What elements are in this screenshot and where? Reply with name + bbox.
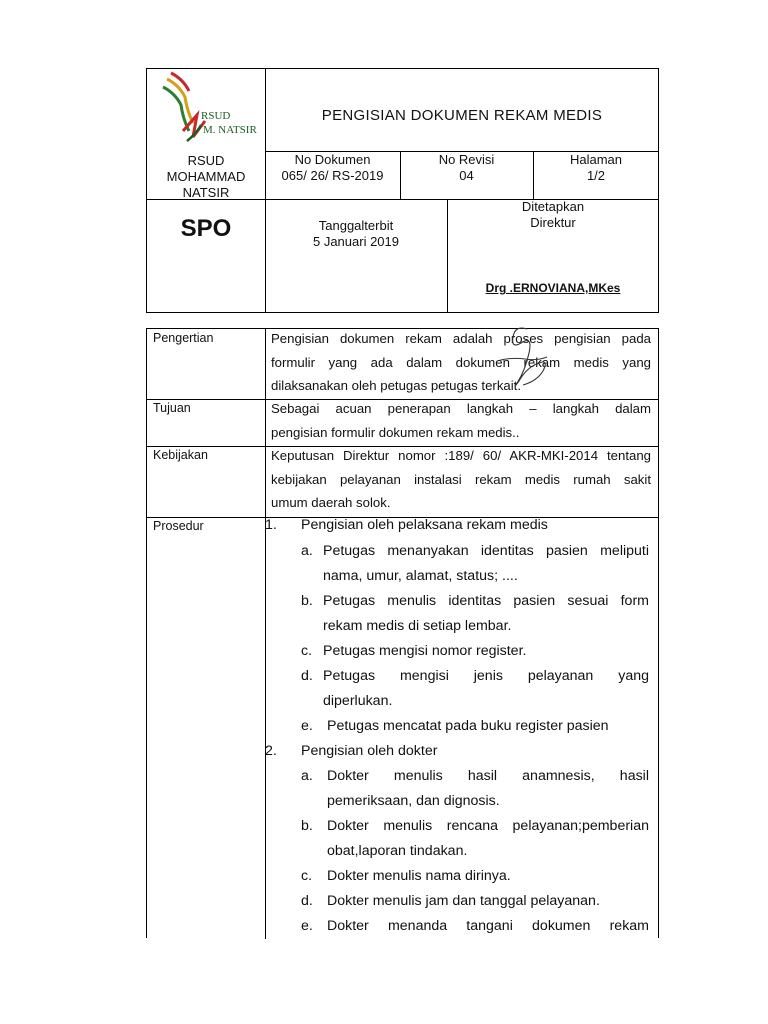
- item-line: Dokter menanda tangani dokumen rekam: [327, 918, 649, 934]
- pengertian-label: Pengertian: [153, 331, 214, 345]
- signatory-name: Drg .ERNOVIANA,MKes: [485, 281, 621, 295]
- signature-scribble: [477, 323, 557, 393]
- item-line: Dokter menulis jam dan tanggal pelayanan.: [327, 893, 600, 909]
- step-1-text: Pengisian oleh pelaksana rekam medis: [301, 517, 548, 533]
- item-letter: e.: [301, 918, 313, 934]
- step-1-item-b-cont: [323, 618, 511, 634]
- logo-text-natsir: M. NATSIR: [203, 124, 257, 136]
- step-2-text: Pengisian oleh dokter: [301, 743, 438, 759]
- halaman-label: Halaman: [569, 152, 623, 167]
- step-1-item-d-cont: [323, 693, 392, 709]
- item-line: Petugas menulis identitas pasien sesuai form: [323, 593, 649, 609]
- direktur-label: Direktur: [530, 215, 576, 230]
- no-revisi-label: No Revisi: [438, 152, 495, 167]
- no-revisi-value: 04: [459, 168, 474, 183]
- step-2-item-b-cont: [327, 843, 467, 859]
- step-1-item-a-cont: [323, 568, 518, 584]
- spo-label: SPO: [180, 215, 232, 242]
- tujuan-line-2: pengisian formulir dokumen rekam medis..: [271, 424, 520, 440]
- item-line: Dokter menulis rencana pelayanan;pemberian: [327, 818, 649, 834]
- tanggal-terbit-cell: [265, 218, 447, 250]
- item-line: Petugas mencatat pada buku register pasien: [327, 718, 609, 734]
- tanggal-terbit-label: Tanggalterbit: [318, 218, 394, 233]
- item-line: pemeriksaan, dan dignosis.: [327, 793, 500, 809]
- item-line: Dokter menulis hasil anamnesis, hasil: [327, 768, 649, 784]
- no-revisi-cell: [400, 152, 533, 184]
- item-line: Petugas mengisi nomor register.: [323, 643, 527, 659]
- no-dokumen-value: 065/ 26/ RS-2019: [281, 168, 384, 183]
- pengertian-line-2: formulir yang ada dalam dokumen rekam medis yang: [271, 354, 651, 370]
- item-line: Dokter menulis nama dirinya.: [327, 868, 511, 884]
- item-letter: c.: [301, 643, 313, 659]
- item-line: rekam medis di setiap lembar.: [323, 618, 512, 634]
- tujuan-text: [271, 397, 651, 444]
- step-2-item-a-cont: [327, 793, 500, 809]
- item-line: Petugas menanyakan identitas pasien meliputi: [323, 543, 649, 559]
- no-dokumen-label: No Dokumen: [294, 152, 371, 167]
- kebijakan-line-2: kebijakan pelayanan instalasi rekam medis rumah sakit: [271, 471, 651, 487]
- item-letter: b.: [301, 593, 313, 609]
- pengertian-line-1: Pengisian dokumen rekam adalah proses pengisian pada: [271, 331, 651, 346]
- org-line-2: MOHAMMAD: [166, 169, 246, 184]
- step-1-number: 1.: [265, 517, 277, 533]
- hospital-logo: [157, 71, 257, 147]
- pengertian-text: [271, 327, 651, 398]
- item-letter: c.: [301, 868, 313, 884]
- item-line: obat,laporan tindakan.: [327, 843, 468, 859]
- item-line: diperlukan.: [323, 693, 393, 709]
- step-2-number: 2.: [265, 743, 277, 759]
- item-letter: e.: [301, 718, 313, 734]
- tanggal-terbit-value: 5 Januari 2019: [312, 234, 399, 249]
- kebijakan-line-1: Keputusan Direktur nomor :189/ 60/ AKR-MKI-2014 tentang: [271, 448, 651, 463]
- kebijakan-label: Kebijakan: [153, 448, 208, 462]
- tujuan-label: Tujuan: [153, 401, 191, 415]
- prosedur-label: Prosedur: [153, 519, 204, 533]
- item-line: Petugas mengisi jenis pelayanan yang: [323, 668, 649, 684]
- halaman-value: 1/2: [586, 168, 606, 183]
- item-letter: a.: [301, 543, 313, 559]
- ditetapkan-label: Ditetapkan: [521, 199, 585, 214]
- logo-text-rsud: RSUD: [201, 110, 231, 122]
- org-line-1: RSUD: [187, 153, 225, 168]
- no-dokumen-cell: [265, 152, 400, 184]
- org-line-3: NATSIR: [182, 185, 230, 200]
- ditetapkan-cell: [447, 199, 659, 231]
- procedure-table: [146, 328, 659, 938]
- item-letter: b.: [301, 818, 313, 834]
- document-title: PENGISIAN DOKUMEN REKAM MEDIS: [321, 107, 603, 124]
- item-letter: d.: [301, 893, 313, 909]
- header-table: [146, 68, 659, 313]
- item-letter: a.: [301, 768, 313, 784]
- kebijakan-text: [271, 444, 651, 515]
- tujuan-line-1: Sebagai acuan penerapan langkah – langkah dalam: [271, 401, 651, 416]
- item-line: nama, umur, alamat, status; ....: [323, 568, 518, 584]
- item-letter: d.: [301, 668, 313, 684]
- org-name: [147, 153, 265, 201]
- halaman-cell: [533, 152, 659, 184]
- kebijakan-line-3: umum daerah solok.: [271, 495, 391, 510]
- pengertian-line-3: dilaksanakan oleh petugas petugas terkait.: [271, 378, 522, 393]
